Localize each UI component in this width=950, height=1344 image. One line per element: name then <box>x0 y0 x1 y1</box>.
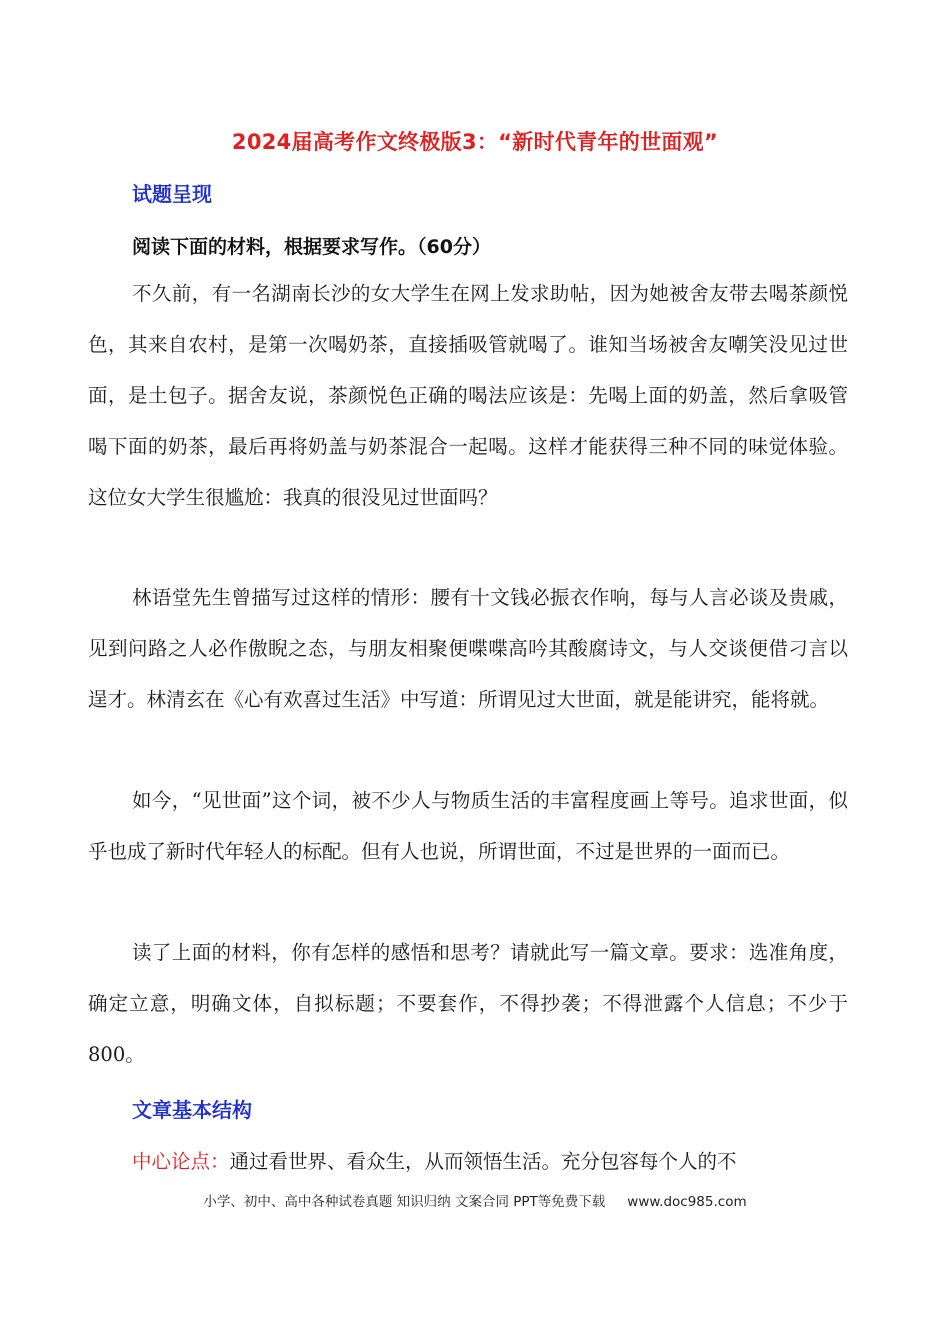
section-heading-structure: 文章基本结构 <box>132 1098 252 1122</box>
central-thesis <box>132 1136 852 1187</box>
writing-instruction: 阅读下面的材料，根据要求写作。（60分） <box>132 236 491 258</box>
page-footer <box>0 1190 950 1210</box>
material-paragraph-1: 不久前，有一名湖南长沙的女大学生在网上发求助帖，因为她被舍友带去喝茶颜悦色，其来自农村，是第一次喝奶茶，直接插吸管就喝了。谁知当场被舍友嘲笑没见过世面，是土包子。据舍友说，茶颜悦色正确的喝法应该是：先喝上面的奶盖，然后拿吸管喝下面的奶茶，最后再将奶盖与奶茶混合一起喝。这样才能获得三种不同的味觉体验。这位女大学生很尴尬：我真的很没见过世面吗？ <box>88 282 848 509</box>
thesis-text: 通过看世界、看众生，从而领悟生活。充分包容每个人的不 <box>229 1150 737 1173</box>
material-paragraph-3: 如今，“见世面”这个词，被不少人与物质生活的丰富程度画上等号。追求世面，似乎也成了新时代年轻人的标配。但有人也说，所谓世面，不过是世界的一面而已。 <box>88 789 848 863</box>
document-title: 2024届高考作文终极版3：“新时代青年的世面观” <box>231 130 719 154</box>
material-paragraph-2: 林语堂先生曾描写过这样的情形：腰有十文钱必振衣作响，每与人言必谈及贵戚，见到问路之人必作傲睨之态，与朋友相聚便喋喋高吟其酸腐诗文，与人交谈便借刁言以逞才。林清玄在《心有欢喜过生活》中写道：所谓见过大世面，就是能讲究，能将就。 <box>88 586 848 711</box>
section-heading-question: 试题呈现 <box>132 182 212 206</box>
footer-url[interactable]: www.doc985.com <box>627 1194 747 1210</box>
writing-requirements: 读了上面的材料，你有怎样的感悟和思考？请就此写一篇文章。要求：选准角度，确定立意，明确文体，自拟标题；不要套作，不得抄袭；不得泄露个人信息；不少于800。 <box>88 941 848 1066</box>
footer-text: 小学、初中、高中各种试卷真题 知识归纳 文案合同 PPT等免费下载 <box>203 1194 606 1210</box>
thesis-label: 中心论点： <box>132 1150 230 1173</box>
